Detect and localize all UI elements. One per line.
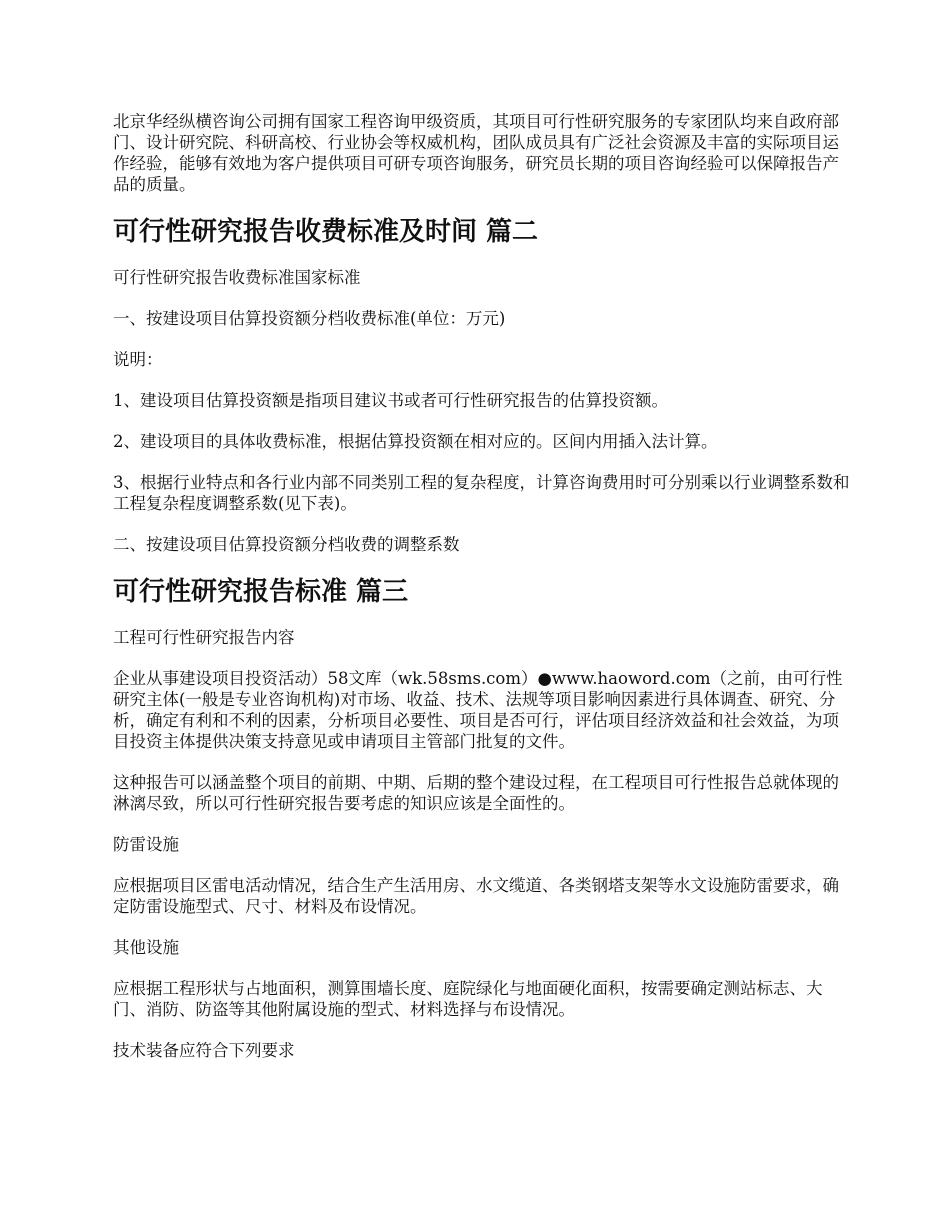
- subheading: 其他设施: [113, 938, 179, 957]
- paragraph: 二、按建设项目估算投资额分档收费的调整系数: [113, 535, 460, 554]
- paragraph: 3、根据行业特点和各行业内部不同类别工程的复杂程度，计算咨询费用时可分别乘以行业调整系数和工程复杂程度调整系数(见下表)。: [113, 473, 850, 513]
- paragraph: 一、按建设项目估算投资额分档收费标准(单位：万元): [113, 309, 506, 328]
- section-heading-3: 可行性研究报告标准 篇三: [113, 577, 409, 607]
- paragraph: 工程可行性研究报告内容: [113, 628, 295, 647]
- paragraph: 企业从事建设项目投资活动）58文库（wk.58sms.com）●www.haoword.com（之前，由可行性研究主体(一般是专业咨询机构)对市场、收益、技术、法规等项目影响因素进行具体调查、研究、分析，确定有利和不利的因素，分析项目必要性、项目是否可行，评估项目经济效益和社会效益，为项目投资主体提供决策支持意见或申请项目主管部门批复的文件。: [113, 669, 843, 751]
- paragraph: 2、建设项目的具体收费标准，根据估算投资额在相对应的。区间内用插入法计算。: [113, 432, 718, 451]
- paragraph: 应根据项目区雷电活动情况，结合生产生活用房、水文缆道、各类钢塔支架等水文设施防雷要求，确定防雷设施型式、尺寸、材料及布设情况。: [113, 876, 839, 916]
- section-heading-2: 可行性研究报告收费标准及时间 篇二: [113, 217, 539, 247]
- subheading: 技术装备应符合下列要求: [113, 1041, 295, 1060]
- paragraph: 1、建设项目估算投资额是指项目建议书或者可行性研究报告的估算投资额。: [113, 391, 668, 410]
- document-body: [113, 111, 853, 1081]
- intro-paragraph: 北京华经纵横咨询公司拥有国家工程咨询甲级资质，其项目可行性研究服务的专家团队均来自政府部门、设计研究院、科研高校、行业协会等权威机构，团队成员具有广泛社会资源及丰富的实际项目运作经验，能够有效地为客户提供项目可研专项咨询服务，研究员长期的项目咨询经验可以保障报告产品的质量。: [113, 112, 839, 194]
- paragraph: 应根据工程形状与占地面积，测算围墙长度、庭院绿化与地面硬化面积，按需要确定测站标志、大门、消防、防盗等其他附属设施的型式、材料选择与布设情况。: [113, 979, 823, 1019]
- paragraph: 说明：: [113, 350, 163, 369]
- subheading: 防雷设施: [113, 835, 179, 854]
- paragraph: 这种报告可以涵盖整个项目的前期、中期、后期的整个建设过程，在工程项目可行性报告总就体现的淋漓尽致，所以可行性研究报告要考虑的知识应该是全面性的。: [113, 773, 839, 813]
- paragraph: 可行性研究报告收费标准国家标准: [113, 268, 361, 287]
